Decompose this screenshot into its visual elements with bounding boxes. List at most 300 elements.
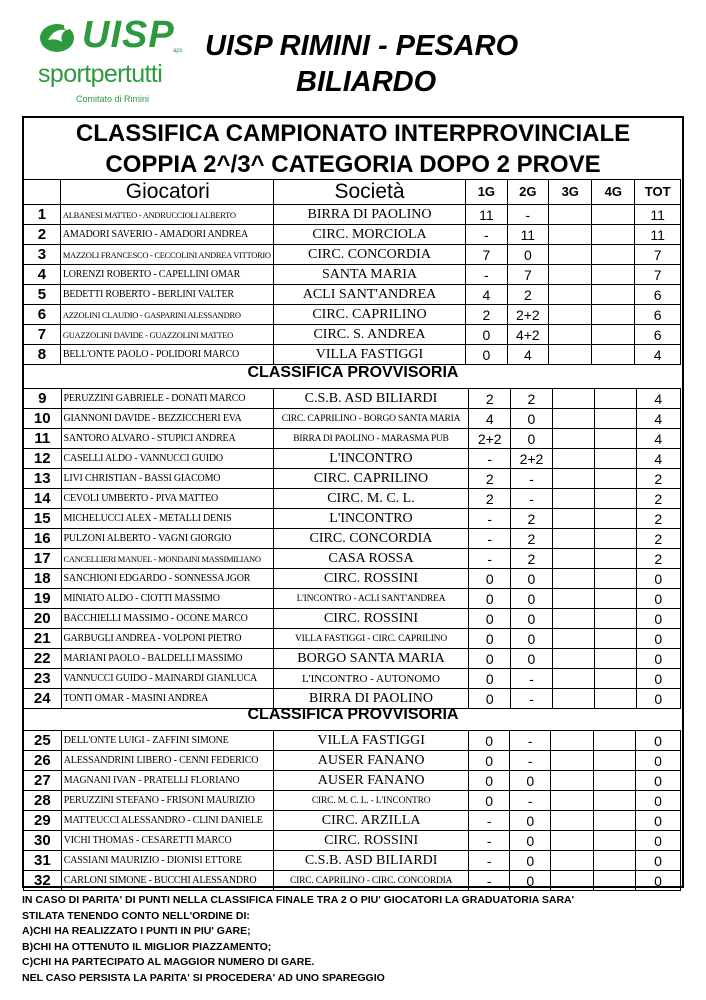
game1-score: 2 <box>466 305 507 325</box>
position-cell: 13 <box>24 469 62 489</box>
club-header: Società <box>273 180 466 205</box>
position-cell: 27 <box>24 771 62 791</box>
position-cell: 16 <box>24 529 62 549</box>
players-cell: MINIATO ALDO - CIOTTI MASSIMO <box>61 589 273 609</box>
game4-score <box>594 589 636 609</box>
players-cell: CEVOLI UMBERTO - PIVA MATTEO <box>61 489 273 509</box>
game4-score <box>594 549 636 569</box>
table-row <box>24 771 681 791</box>
game2-score: 0 <box>510 871 551 891</box>
position-cell: 25 <box>24 731 62 751</box>
position-cell: 2 <box>24 225 61 245</box>
total-score: 0 <box>636 831 681 851</box>
players-cell: CARLONI SIMONE - BUCCHI ALESSANDRO <box>61 871 273 891</box>
game2-score: 0 <box>511 589 553 609</box>
game4-score <box>594 449 636 469</box>
game2-score: 2 <box>511 389 553 409</box>
game3-score <box>552 469 594 489</box>
total-score: 0 <box>636 731 681 751</box>
table-row <box>24 851 681 871</box>
position-cell: 24 <box>24 689 62 709</box>
players-cell: MICHELUCCI ALEX - METALLI DENIS <box>61 509 273 529</box>
game4-score <box>592 245 635 265</box>
total-score: 0 <box>636 589 680 609</box>
total-score: 0 <box>636 649 680 669</box>
game3-score <box>552 429 594 449</box>
club-cell: CIRC. M. C. L. <box>273 489 469 509</box>
total-score: 2 <box>636 549 680 569</box>
game1-score: - <box>469 449 511 469</box>
total-score: 0 <box>636 871 681 891</box>
club-cell: CIRC. CAPRILINO <box>273 305 466 325</box>
total-score: 4 <box>636 389 680 409</box>
tie-break-notes <box>22 893 574 986</box>
game4-score <box>592 265 635 285</box>
game4-score <box>593 871 635 891</box>
total-score: 7 <box>635 245 681 265</box>
table-row <box>24 489 681 509</box>
total-score: 6 <box>635 285 681 305</box>
game1-score: 0 <box>469 589 511 609</box>
table-header-row <box>24 180 681 205</box>
game3-score <box>549 345 592 365</box>
game3-score <box>552 589 594 609</box>
g3-header: 3G <box>549 180 592 205</box>
players-cell: SANCHIONI EDGARDO - SONNESSA JGOR <box>61 569 273 589</box>
total-score: 0 <box>636 609 680 629</box>
total-score: 2 <box>636 489 680 509</box>
club-cell: AUSER FANANO <box>274 771 469 791</box>
table-row <box>24 811 681 831</box>
game4-score <box>594 569 636 589</box>
game1-score: - <box>469 851 510 871</box>
total-score: 0 <box>636 791 681 811</box>
game1-score: - <box>469 831 510 851</box>
players-cell: BEDETTI ROBERTO - BERLINI VALTER <box>60 285 273 305</box>
players-cell: ALBANESI MATTEO - ANDRUCCIOLI ALBERTO <box>60 205 273 225</box>
total-score: 0 <box>636 811 681 831</box>
total-score: 0 <box>636 771 681 791</box>
players-cell: ALESSANDRINI LIBERO - CENNI FEDERICO <box>61 751 273 771</box>
club-cell: VILLA FASTIGGI <box>273 345 466 365</box>
players-header: Giocatori <box>60 180 273 205</box>
game3-score <box>549 265 592 285</box>
table-row <box>24 549 681 569</box>
position-cell: 12 <box>24 449 62 469</box>
position-cell: 30 <box>24 831 62 851</box>
total-score: 4 <box>635 345 681 365</box>
game4-score <box>594 609 636 629</box>
game3-score <box>552 509 594 529</box>
players-cell: MAZZOLI FRANCESCO - CECCOLINI ANDREA VITTORIO <box>60 245 273 265</box>
position-cell: 6 <box>24 305 61 325</box>
note-line: A)CHI HA REALIZZATO I PUNTI IN PIU' GARE; <box>22 925 251 937</box>
club-cell: CIRC. ROSSINI <box>274 831 469 851</box>
total-score: 6 <box>635 325 681 345</box>
header-title: UISP RIMINI - PESARO <box>205 30 519 62</box>
players-cell: VANNUCCI GUIDO - MAINARDI GIANLUCA <box>61 669 273 689</box>
club-cell: L'INCONTRO - ACLI SANT'ANDREA <box>273 589 469 609</box>
position-cell: 3 <box>24 245 61 265</box>
game3-score <box>552 549 594 569</box>
game2-score: 2 <box>511 509 553 529</box>
game2-score: - <box>511 469 553 489</box>
game1-score: - <box>469 549 511 569</box>
game1-score: 2 <box>469 489 511 509</box>
players-cell: TONTI OMAR - MASINI ANDREA <box>61 689 273 709</box>
total-score: 4 <box>636 409 680 429</box>
position-cell: 23 <box>24 669 62 689</box>
table-row <box>24 529 681 549</box>
position-cell: 29 <box>24 811 62 831</box>
standings-subtitle: COPPIA 2^/3^ CATEGORIA DOPO 2 PROVE <box>105 151 601 178</box>
game1-score: 0 <box>469 791 510 811</box>
players-cell: GUAZZOLINI DAVIDE - GUAZZOLINI MATTEO <box>60 325 273 345</box>
table-row <box>24 305 681 325</box>
table-row <box>24 265 681 285</box>
game2-score: 2+2 <box>511 449 553 469</box>
table-row <box>24 669 681 689</box>
total-score: 0 <box>636 569 680 589</box>
game1-score: 4 <box>469 409 511 429</box>
position-cell: 1 <box>24 205 61 225</box>
table-row <box>24 285 681 305</box>
header-subtitle: BILIARDO <box>296 66 437 98</box>
table-row <box>24 629 681 649</box>
game1-score: 0 <box>469 669 511 689</box>
table-row <box>24 791 681 811</box>
game3-score <box>549 205 592 225</box>
position-cell: 31 <box>24 851 62 871</box>
players-cell: MARIANI PAOLO - BALDELLI MASSIMO <box>61 649 273 669</box>
runner-icon <box>38 20 78 54</box>
game3-score <box>552 489 594 509</box>
club-cell: L'INCONTRO <box>273 509 469 529</box>
club-cell: AUSER FANANO <box>274 751 469 771</box>
g4-header: 4G <box>592 180 635 205</box>
game1-score: 0 <box>469 629 511 649</box>
note-line: C)CHI HA PARTECIPATO AL MAGGIOR NUMERO DI GARE. <box>22 956 315 968</box>
game4-score <box>593 731 635 751</box>
note-line: IN CASO DI PARITA' DI PUNTI NELLA CLASSIFICA FINALE TRA 2 O PIU' GIOCATORI LA GRADUATORIA SARA' <box>22 894 575 906</box>
table-row <box>24 609 681 629</box>
game3-score <box>551 751 593 771</box>
game2-score: - <box>510 791 551 811</box>
game3-score <box>551 851 593 871</box>
club-cell: SANTA MARIA <box>273 265 466 285</box>
game3-score <box>552 629 594 649</box>
game4-score <box>594 649 636 669</box>
game2-score: 11 <box>507 225 549 245</box>
game4-score <box>592 345 635 365</box>
game2-score: 0 <box>507 245 549 265</box>
section-title-3: CLASSIFICA PROVVISORIA <box>247 706 459 723</box>
game1-score: 0 <box>469 731 510 751</box>
note-line: B)CHI HA OTTENUTO IL MIGLIOR PIAZZAMENTO; <box>22 940 272 953</box>
position-cell: 18 <box>24 569 62 589</box>
game3-score <box>552 649 594 669</box>
game2-score: - <box>507 205 549 225</box>
club-cell: CIRC. CONCORDIA <box>273 245 466 265</box>
table-row <box>24 205 681 225</box>
players-cell: LORENZI ROBERTO - CAPELLINI OMAR <box>60 265 273 285</box>
total-score: 2 <box>636 529 680 549</box>
uisp-logo <box>36 14 186 110</box>
total-score: 11 <box>635 205 681 225</box>
position-cell: 11 <box>24 429 62 449</box>
g2-header: 2G <box>507 180 549 205</box>
club-cell: BIRRA DI PAOLINO <box>273 205 466 225</box>
standings-table-1 <box>23 179 681 365</box>
game1-score: 11 <box>466 205 507 225</box>
position-cell: 4 <box>24 265 61 285</box>
players-cell: AMADORI SAVERIO - AMADORI ANDREA <box>60 225 273 245</box>
game1-score: - <box>469 811 510 831</box>
players-cell: LIVI CHRISTIAN - BASSI GIACOMO <box>61 469 273 489</box>
game1-score: 2 <box>469 389 511 409</box>
table-row <box>24 345 681 365</box>
game2-score: 0 <box>510 771 551 791</box>
game3-score <box>549 305 592 325</box>
players-cell: AZZOLINI CLAUDIO - GASPARINI ALESSANDRO <box>60 305 273 325</box>
game4-score <box>592 225 635 245</box>
position-cell: 17 <box>24 549 62 569</box>
game1-score: 0 <box>466 325 507 345</box>
game1-score: 0 <box>469 751 510 771</box>
game2-score: - <box>511 689 553 709</box>
game1-score: 0 <box>469 689 511 709</box>
game1-score: 0 <box>469 771 510 791</box>
game2-score: 2 <box>507 285 549 305</box>
club-cell: BIRRA DI PAOLINO - MARASMA PUB <box>273 429 469 449</box>
game3-score <box>551 771 593 791</box>
game2-score: - <box>511 489 553 509</box>
game3-score <box>551 831 593 851</box>
players-cell: PERUZZINI GABRIELE - DONATI MARCO <box>61 389 273 409</box>
position-cell: 26 <box>24 751 62 771</box>
game2-score: 2+2 <box>507 305 549 325</box>
game2-score: - <box>510 731 551 751</box>
game3-score <box>549 325 592 345</box>
table-row <box>24 225 681 245</box>
table-row <box>24 569 681 589</box>
table-row <box>24 325 681 345</box>
standings-table-2 <box>23 388 681 709</box>
game3-score <box>552 569 594 589</box>
position-cell: 22 <box>24 649 62 669</box>
position-cell: 8 <box>24 345 61 365</box>
standings-box <box>22 116 684 888</box>
game1-score: 2+2 <box>469 429 511 449</box>
game4-score <box>593 791 635 811</box>
total-score: 0 <box>636 751 681 771</box>
game2-score: - <box>511 669 553 689</box>
players-cell: CASSIANI MAURIZIO - DIONISI ETTORE <box>61 851 273 871</box>
game1-score: 0 <box>469 609 511 629</box>
club-cell: CIRC. CONCORDIA <box>273 529 469 549</box>
total-score: 0 <box>636 851 681 871</box>
total-score: 0 <box>636 669 680 689</box>
game4-score <box>594 429 636 449</box>
game2-score: 2 <box>511 529 553 549</box>
logo-tagline: sportpertutti <box>38 60 163 88</box>
game4-score <box>593 811 635 831</box>
position-cell: 28 <box>24 791 62 811</box>
position-cell: 14 <box>24 489 62 509</box>
game4-score <box>594 629 636 649</box>
position-cell: 15 <box>24 509 62 529</box>
club-cell: BIRRA DI PAOLINO <box>273 689 469 709</box>
total-score: 2 <box>636 469 680 489</box>
game4-score <box>594 469 636 489</box>
total-score: 0 <box>636 689 680 709</box>
game1-score: - <box>469 529 511 549</box>
players-cell: GIANNONI DAVIDE - BEZZICCHERI EVA <box>61 409 273 429</box>
table-row <box>24 589 681 609</box>
game3-score <box>549 225 592 245</box>
game3-score <box>552 529 594 549</box>
players-cell: VICHI THOMAS - CESARETTI MARCO <box>61 831 273 851</box>
table-row <box>24 429 681 449</box>
club-cell: CIRC. S. ANDREA <box>273 325 466 345</box>
club-cell: L'INCONTRO - AUTONOMO <box>273 669 469 689</box>
game3-score <box>549 245 592 265</box>
game2-score: - <box>510 751 551 771</box>
club-cell: CIRC. ARZILLA <box>274 811 469 831</box>
club-cell: ACLI SANT'ANDREA <box>273 285 466 305</box>
club-cell: CASA ROSSA <box>273 549 469 569</box>
table-row <box>24 751 681 771</box>
total-score: 7 <box>635 265 681 285</box>
total-score: 6 <box>635 305 681 325</box>
game2-score: 7 <box>507 265 549 285</box>
position-cell: 9 <box>24 389 62 409</box>
game3-score <box>552 389 594 409</box>
club-cell: CIRC. MORCIOLA <box>273 225 466 245</box>
game4-score <box>593 831 635 851</box>
club-cell: CIRC. M. C. L. - L'INCONTRO <box>274 791 469 811</box>
table-row <box>24 409 681 429</box>
game4-score <box>592 205 635 225</box>
game2-score: 0 <box>511 569 553 589</box>
players-cell: MATTEUCCI ALESSANDRO - CLINI DANIELE <box>61 811 273 831</box>
position-cell: 5 <box>24 285 61 305</box>
players-cell: MAGNANI IVAN - PRATELLI FLORIANO <box>61 771 273 791</box>
total-score: 4 <box>636 429 680 449</box>
players-cell: BELL'ONTE PAOLO - POLIDORI MARCO <box>60 345 273 365</box>
game2-score: 0 <box>510 811 551 831</box>
game1-score: - <box>466 265 507 285</box>
club-cell: BORGO SANTA MARIA <box>273 649 469 669</box>
club-cell: VILLA FASTIGGI - CIRC. CAPRILINO <box>273 629 469 649</box>
game1-score: 0 <box>469 569 511 589</box>
table-row <box>24 509 681 529</box>
g1-header: 1G <box>466 180 507 205</box>
players-cell: DELL'ONTE LUIGI - ZAFFINI SIMONE <box>61 731 273 751</box>
game3-score <box>551 791 593 811</box>
game3-score <box>551 811 593 831</box>
table-row <box>24 389 681 409</box>
game4-score <box>594 409 636 429</box>
total-score: 2 <box>636 509 680 529</box>
game2-score: 0 <box>511 609 553 629</box>
game4-score <box>592 285 635 305</box>
club-cell: CIRC. ROSSINI <box>273 569 469 589</box>
tot-header: TOT <box>635 180 681 205</box>
players-cell: CASELLI ALDO - VANNUCCI GUIDO <box>61 449 273 469</box>
club-cell: VILLA FASTIGGI <box>274 731 469 751</box>
game2-score: 0 <box>511 629 553 649</box>
logo-committee: Comitato di Rimini <box>76 94 150 104</box>
position-cell: 21 <box>24 629 62 649</box>
position-cell: 10 <box>24 409 62 429</box>
club-cell: L'INCONTRO <box>273 449 469 469</box>
club-cell: C.S.B. ASD BILIARDI <box>273 389 469 409</box>
game4-score <box>593 751 635 771</box>
game4-score <box>592 325 635 345</box>
game3-score <box>552 409 594 429</box>
section-title-2: CLASSIFICA PROVVISORIA <box>247 364 459 381</box>
game4-score <box>594 509 636 529</box>
game1-score: 7 <box>466 245 507 265</box>
game3-score <box>549 285 592 305</box>
game1-score: 0 <box>469 649 511 669</box>
logo-aps: aps <box>173 48 183 54</box>
game1-score: 2 <box>469 469 511 489</box>
standings-table-3 <box>23 730 681 891</box>
game1-score: - <box>466 225 507 245</box>
game2-score: 0 <box>511 409 553 429</box>
club-cell: CIRC. CAPRILINO - CIRC. CONCORDIA <box>274 871 469 891</box>
players-cell: PULZONI ALBERTO - VAGNI GIORGIO <box>61 529 273 549</box>
players-cell: CANCELLIERI MANUEL - MONDAINI MASSIMILIANO <box>61 549 273 569</box>
game3-score <box>552 669 594 689</box>
game4-score <box>594 669 636 689</box>
players-cell: GARBUGLI ANDREA - VOLPONI PIETRO <box>61 629 273 649</box>
game2-score: 0 <box>510 851 551 871</box>
game4-score <box>593 851 635 871</box>
position-cell: 7 <box>24 325 61 345</box>
pos-header <box>24 180 61 205</box>
players-cell: BACCHIELLI MASSIMO - OCONE MARCO <box>61 609 273 629</box>
game4-score <box>594 489 636 509</box>
position-cell: 20 <box>24 609 62 629</box>
logo-brand: UISP <box>82 14 175 56</box>
club-cell: C.S.B. ASD BILIARDI <box>274 851 469 871</box>
total-score: 0 <box>636 629 680 649</box>
game2-score: 4+2 <box>507 325 549 345</box>
game2-score: 0 <box>511 649 553 669</box>
table-row <box>24 449 681 469</box>
standings-title: CLASSIFICA CAMPIONATO INTERPROVINCIALE <box>75 120 631 147</box>
table-row <box>24 831 681 851</box>
note-line: NEL CASO PERSISTA LA PARITA' SI PROCEDERA' AD UNO SPAREGGIO <box>22 971 385 984</box>
club-cell: CIRC. CAPRILINO - BORGO SANTA MARIA <box>273 409 469 429</box>
game4-score <box>594 389 636 409</box>
game4-score <box>592 305 635 325</box>
game2-score: 2 <box>511 549 553 569</box>
position-cell: 32 <box>24 871 62 891</box>
total-score: 11 <box>635 225 681 245</box>
position-cell: 19 <box>24 589 62 609</box>
game1-score: 0 <box>466 345 507 365</box>
game4-score <box>594 529 636 549</box>
club-cell: CIRC. ROSSINI <box>273 609 469 629</box>
game1-score: 4 <box>466 285 507 305</box>
table-row <box>24 649 681 669</box>
total-score: 4 <box>636 449 680 469</box>
game3-score <box>552 449 594 469</box>
